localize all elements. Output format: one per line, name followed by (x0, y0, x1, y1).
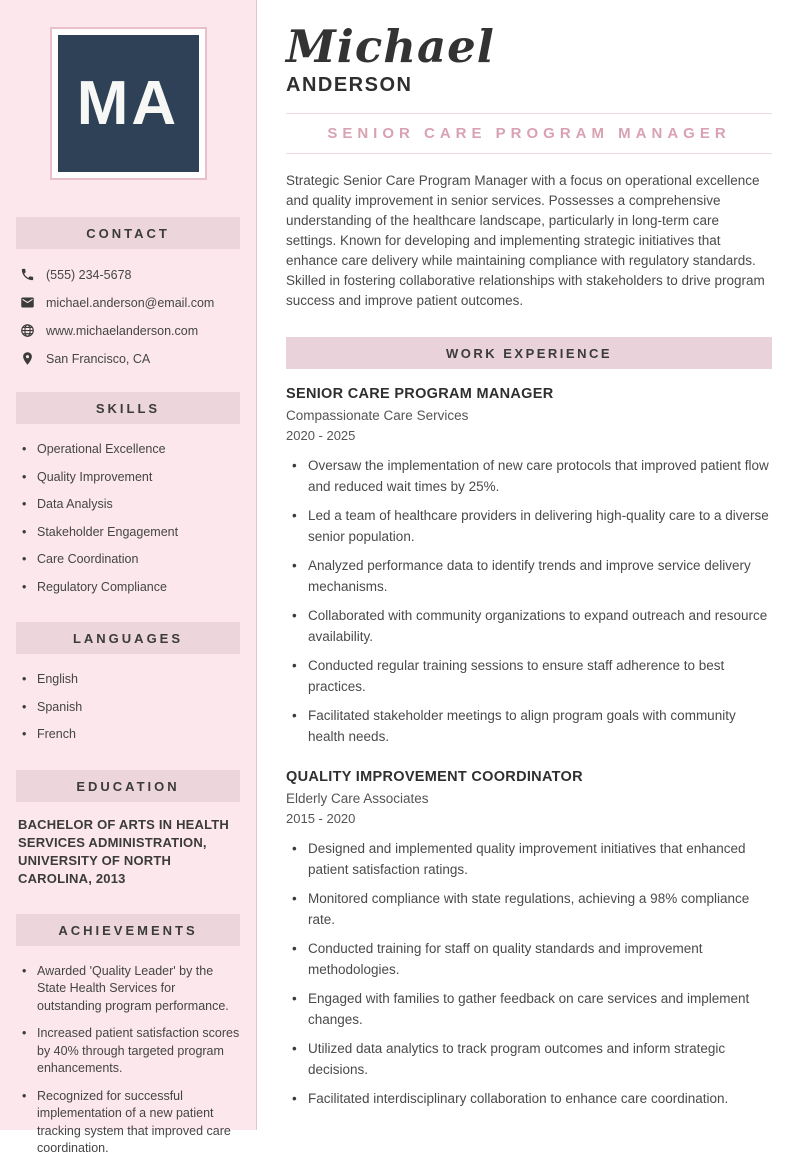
job-bullet: • Engaged with families to gather feedback on care services and implement changes. (292, 988, 772, 1030)
achievements-list (16, 963, 240, 1158)
achievement-item: • Recognized for successful implementation of a new patient tracking system that improved care coordination. (22, 1088, 240, 1158)
job-title: QUALITY IMPROVEMENT COORDINATOR (286, 768, 583, 785)
sidebar (0, 0, 257, 1155)
skill-item: • Stakeholder Engagement (22, 524, 240, 542)
contact-location-text: San Francisco, CA (46, 351, 151, 366)
contact-website-text: www.michaelanderson.com (46, 323, 199, 338)
language-item: • French (22, 726, 240, 744)
professional-summary: Strategic Senior Care Program Manager with a focus on operational excellence and quality improvement in senior services. Possesses a comprehensive understanding of the healthcare landscape, particularly in long-term care settings. Known for developing and implementing strategic initiatives that enhance care delivery while maintaining compliance with regulatory standards. Skilled in fostering collaborative relationships with stakeholders to drive program success and improve patient outcomes. (286, 172, 765, 308)
last-name: ANDERSON (286, 73, 413, 96)
headline-block (286, 113, 772, 154)
contact-phone-text: (555) 234-5678 (46, 267, 132, 282)
job-bullet-list (286, 455, 772, 747)
contact-website (20, 323, 236, 338)
job-bullet: • Oversaw the implementation of new care protocols that improved patient flow and reduced wait times by 25%. (292, 455, 772, 497)
job-bullet-list (286, 838, 772, 1109)
job-company: Elderly Care Associates (286, 790, 429, 806)
first-name: Michael (286, 20, 495, 73)
job-bullet: • Led a team of healthcare providers in delivering high-quality care to a diverse senior population. (292, 505, 772, 547)
globe-icon (20, 323, 35, 338)
job-bullet: • Conducted regular training sessions to ensure staff adherence to best practices. (292, 655, 772, 697)
avatar (50, 27, 207, 180)
skill-item: • Regulatory Compliance (22, 579, 240, 597)
job-bullet: • Collaborated with community organizations to expand outreach and resource availability. (292, 605, 772, 647)
education-degree: BACHELOR OF ARTS IN HEALTH SERVICES ADMINISTRATION, UNIVERSITY OF NORTH CAROLINA, 2013 (18, 816, 230, 886)
skill-item: • Operational Excellence (22, 441, 240, 459)
job-dates: 2015 - 2020 (286, 810, 356, 826)
contact-email (20, 295, 236, 310)
achievement-item: • Increased patient satisfaction scores by 40% through targeted program enhancements. (22, 1025, 240, 1078)
job-entry (286, 386, 772, 747)
languages-list (16, 671, 240, 744)
headline-job-title: SENIOR CARE PROGRAM MANAGER (327, 124, 731, 142)
language-item: • English (22, 671, 240, 689)
job-title: SENIOR CARE PROGRAM MANAGER (286, 385, 554, 402)
work-experience-header: WORK EXPERIENCE (286, 337, 772, 369)
email-icon (20, 295, 35, 310)
languages-section-header: LANGUAGES (16, 622, 240, 654)
main-content (257, 0, 800, 1130)
phone-icon (20, 267, 35, 282)
language-item: • Spanish (22, 699, 240, 717)
contact-email-text: michael.anderson@email.com (46, 295, 215, 310)
location-icon (20, 351, 35, 366)
education-section-header: EDUCATION (16, 770, 240, 802)
skills-section-header: SKILLS (16, 392, 240, 424)
job-bullet: • Monitored compliance with state regulations, achieving a 98% compliance rate. (292, 888, 772, 930)
skill-item: • Quality Improvement (22, 469, 240, 487)
job-bullet: • Utilized data analytics to track program outcomes and inform strategic decisions. (292, 1038, 772, 1080)
job-bullet: • Designed and implemented quality improvement initiatives that enhanced patient satisfaction ratings. (292, 838, 772, 880)
contact-list (16, 267, 240, 366)
job-bullet: • Facilitated stakeholder meetings to align program goals with community health needs. (292, 705, 772, 747)
job-company: Compassionate Care Services (286, 407, 469, 423)
achievement-item: • Awarded 'Quality Leader' by the State Health Services for outstanding program performance. (22, 963, 240, 1016)
contact-location (20, 351, 236, 366)
achievements-section-header: ACHIEVEMENTS (16, 914, 240, 946)
job-dates: 2020 - 2025 (286, 427, 356, 443)
contact-section-header: CONTACT (16, 217, 240, 249)
skills-list (16, 441, 240, 596)
skill-item: • Care Coordination (22, 551, 240, 569)
monogram-initials: MA (58, 35, 199, 172)
contact-phone (20, 267, 236, 282)
job-bullet: • Facilitated interdisciplinary collaboration to enhance care coordination. (292, 1088, 772, 1109)
skill-item: • Data Analysis (22, 496, 240, 514)
job-bullet: • Conducted training for staff on quality standards and improvement methodologies. (292, 938, 772, 980)
job-entry (286, 769, 772, 1109)
job-bullet: • Analyzed performance data to identify trends and improve service delivery mechanisms. (292, 555, 772, 597)
